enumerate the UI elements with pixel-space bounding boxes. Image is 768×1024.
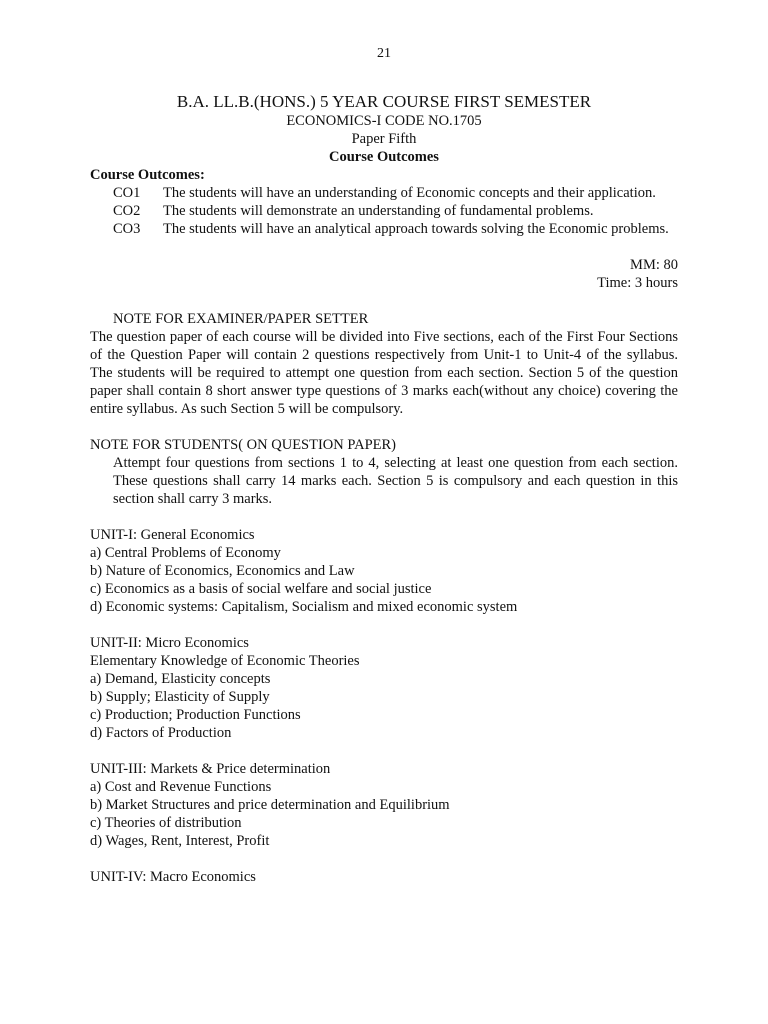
unit-4-heading: UNIT-IV: Macro Economics bbox=[90, 869, 256, 885]
page-number: 21 bbox=[377, 46, 391, 61]
outcome-text: The students will have an analytical approach towards solving the Economic problems. bbox=[163, 221, 669, 237]
course-outcomes-label: Course Outcomes: bbox=[90, 167, 205, 183]
unit-1-item: c) Economics as a basis of social welfare and social justice bbox=[90, 581, 432, 597]
outcome-text: The students will have an understanding of Economic concepts and their application. bbox=[163, 185, 656, 201]
outcome-item bbox=[90, 220, 678, 238]
time-limit: Time: 3 hours bbox=[597, 275, 678, 291]
course-outcomes-heading: Course Outcomes bbox=[329, 149, 439, 165]
course-code: ECONOMICS-I CODE NO.1705 bbox=[286, 113, 482, 129]
student-note-heading: NOTE FOR STUDENTS( ON QUESTION PAPER) bbox=[90, 437, 396, 453]
outcome-item bbox=[90, 184, 678, 202]
document-page bbox=[90, 44, 678, 886]
outcome-code: CO2 bbox=[113, 203, 141, 219]
unit-2-item: d) Factors of Production bbox=[90, 725, 232, 741]
outcome-code: CO3 bbox=[113, 221, 141, 237]
unit-2-heading: UNIT-II: Micro Economics bbox=[90, 635, 249, 651]
unit-1-item: b) Nature of Economics, Economics and Law bbox=[90, 563, 355, 579]
unit-2-item: a) Demand, Elasticity concepts bbox=[90, 671, 271, 687]
unit-1-item: a) Central Problems of Economy bbox=[90, 545, 281, 561]
max-marks: MM: 80 bbox=[630, 257, 678, 273]
unit-2-item: b) Supply; Elasticity of Supply bbox=[90, 689, 270, 705]
unit-3-item: d) Wages, Rent, Interest, Profit bbox=[90, 833, 270, 849]
paper-label: Paper Fifth bbox=[351, 131, 417, 147]
unit-1-item: d) Economic systems: Capitalism, Socialism and mixed economic system bbox=[90, 599, 518, 615]
examiner-note-heading: NOTE FOR EXAMINER/PAPER SETTER bbox=[113, 311, 369, 327]
unit-3-item: a) Cost and Revenue Functions bbox=[90, 779, 272, 795]
outcome-text: The students will demonstrate an understanding of fundamental problems. bbox=[163, 203, 594, 219]
student-note-text: Attempt four questions from sections 1 to 4, selecting at least one question from each section. These questions shall carry 14 marks each. Section 5 is compulsory and each question in this section shall carry 3 marks. bbox=[113, 455, 678, 507]
unit-2-item: c) Production; Production Functions bbox=[90, 707, 301, 723]
unit-3-heading: UNIT-III: Markets & Price determination bbox=[90, 761, 331, 777]
unit-3-item: b) Market Structures and price determination and Equilibrium bbox=[90, 797, 450, 813]
document-title: B.A. LL.B.(HONS.) 5 YEAR COURSE FIRST SEMESTER bbox=[176, 92, 592, 111]
examiner-note-text: The question paper of each course will be divided into Five sections, each of the First Four Sections of the Question Paper will contain 2 questions respectively from Unit-1 to Unit-4 of the syllabus. The students will be required to attempt one question from each section. Section 5 of the question paper shall contain 8 short answer type questions of 3 marks each(without any choice) covering the entire syllabus. As such Section 5 will be compulsory. bbox=[90, 329, 678, 417]
outcome-code: CO1 bbox=[113, 185, 141, 201]
unit-3-item: c) Theories of distribution bbox=[90, 815, 242, 831]
unit-2-intro: Elementary Knowledge of Economic Theories bbox=[90, 653, 360, 669]
unit-1-heading: UNIT-I: General Economics bbox=[90, 527, 255, 543]
outcome-item bbox=[90, 202, 678, 220]
